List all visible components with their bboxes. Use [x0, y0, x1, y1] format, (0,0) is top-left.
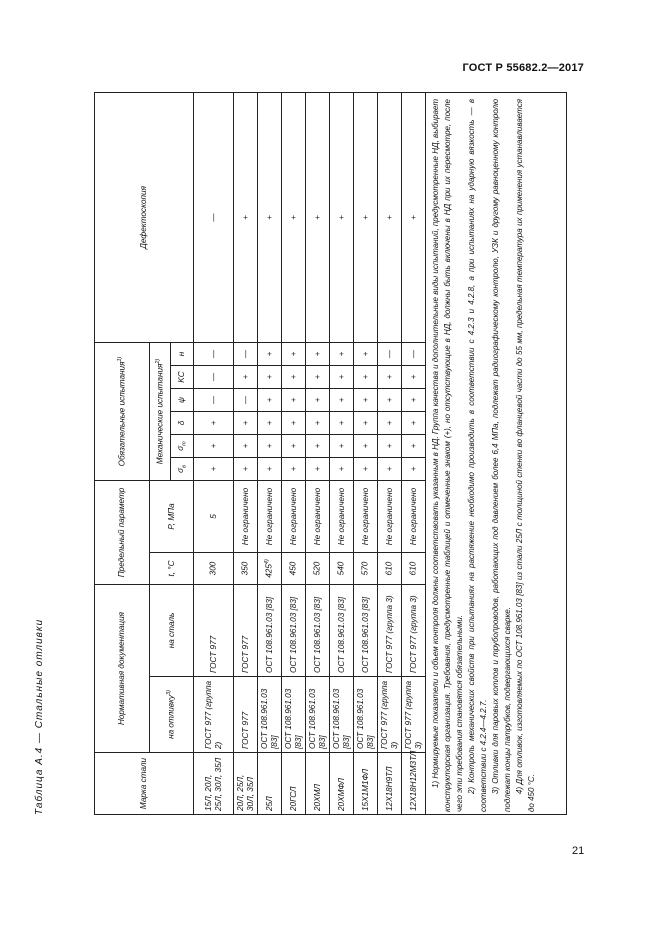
cell-temp-value: 350 — [241, 561, 251, 576]
cell-pressure: Не ограничено — [354, 481, 378, 553]
header-pressure: P, МПа — [150, 481, 194, 553]
cell-pressure: Не ограничено — [402, 481, 426, 553]
cell-grade: 20Л, 25Л, 30Л, 35Л — [234, 753, 258, 815]
cell-pressure: Не ограничено — [282, 481, 306, 553]
cell-sigma-v: + — [306, 458, 330, 481]
header-limit: Предельный параметр — [95, 481, 150, 585]
footnotes-cell — [426, 93, 567, 815]
document-id: ГОСТ Р 55682.2—2017 — [462, 62, 584, 74]
cell-steel: ГОСТ 977 — [234, 585, 258, 677]
cell-hardness: — — [402, 342, 426, 365]
cell-ks: + — [234, 366, 258, 389]
cell-pressure: Не ограничено — [378, 481, 402, 553]
cell-temp-value: 610 — [409, 561, 419, 576]
cell-temp — [194, 553, 234, 585]
cell-hardness: + — [282, 342, 306, 365]
sigma-t-sub: т — [181, 441, 188, 446]
cell-defect: + — [282, 93, 306, 343]
header-mandatory — [95, 342, 150, 480]
cell-psi: + — [258, 389, 282, 412]
cell-grade: 20ГСЛ — [282, 753, 306, 815]
cell-ks: + — [354, 366, 378, 389]
header-grade: Марка стали — [95, 753, 194, 815]
cell-psi: + — [282, 389, 306, 412]
cell-casting: ОСТ 108.961.03 [83] — [282, 677, 306, 753]
cell-delta: + — [354, 412, 378, 435]
header-normative: Нормативная документация — [95, 585, 150, 753]
cell-psi: + — [330, 389, 354, 412]
cell-psi: — — [234, 389, 258, 412]
cell-sigma-t: + — [194, 435, 234, 458]
cell-temp — [258, 553, 282, 585]
cell-sigma-v: + — [282, 458, 306, 481]
footnote-2: 2) Контроль механических свойств при испытаниях на растяжение необходимо производить в соответствии с 4.2.3 и 4.2.8, а при испытаниях на ударную вязкость — в соответствии с 4.2.4—4.2.7. — [467, 99, 488, 812]
header-temp: t, °C — [150, 553, 194, 585]
cell-ks: + — [378, 366, 402, 389]
cell-psi: + — [402, 389, 426, 412]
cell-steel: ОСТ 108.961.03 [83] — [330, 585, 354, 677]
cell-ks: — — [194, 366, 234, 389]
header-sigma-t — [171, 435, 194, 458]
cell-casting: ОСТ 108.961.03 [83] — [306, 677, 330, 753]
cell-grade: 12Х18Н9ТЛ — [378, 753, 402, 815]
cell-temp-value: 520 — [313, 561, 323, 576]
cell-psi: — — [194, 389, 234, 412]
header-mandatory-sup: 1) — [116, 356, 123, 362]
cell-steel: ГОСТ 977 (группа 3) — [402, 585, 426, 677]
cell-casting: ОСТ 108.961.03 [83] — [330, 677, 354, 753]
header-steel: на сталь — [150, 585, 194, 677]
cell-hardness: — — [194, 342, 234, 365]
cell-sigma-t: + — [378, 435, 402, 458]
cell-temp-value: 540 — [337, 561, 347, 576]
cell-temp-sup: 4) — [264, 559, 271, 565]
cell-defect: + — [306, 93, 330, 343]
cell-grade: 20ХМЛ — [306, 753, 330, 815]
cell-sigma-v: + — [330, 458, 354, 481]
cell-sigma-t: + — [234, 435, 258, 458]
cell-steel: ОСТ 108.961.03 [83] — [354, 585, 378, 677]
rotated-table-block — [16, 5, 616, 815]
cell-steel: ГОСТ 977 — [194, 585, 234, 677]
cell-pressure: Не ограничено — [306, 481, 330, 553]
cell-temp — [306, 553, 330, 585]
cell-sigma-t: + — [330, 435, 354, 458]
table-row — [330, 93, 354, 815]
header-defect: Дефектоскопия — [95, 93, 194, 343]
table-row — [194, 93, 234, 815]
cell-sigma-t: + — [258, 435, 282, 458]
steel-castings-table — [94, 92, 567, 815]
cell-defect: + — [330, 93, 354, 343]
cell-pressure: Не ограничено — [258, 481, 282, 553]
cell-delta: + — [330, 412, 354, 435]
cell-pressure: 5 — [194, 481, 234, 553]
cell-defect: + — [378, 93, 402, 343]
cell-temp — [282, 553, 306, 585]
cell-defect: + — [258, 93, 282, 343]
cell-delta: + — [194, 412, 234, 435]
cell-steel: ОСТ 108.961.03 [83] — [282, 585, 306, 677]
header-mechanical-label: Механические испытания — [155, 363, 165, 465]
page-number: 21 — [572, 845, 585, 857]
header-hardness: н — [171, 342, 194, 365]
cell-psi: + — [306, 389, 330, 412]
cell-ks: + — [258, 366, 282, 389]
cell-psi: + — [354, 389, 378, 412]
cell-hardness: — — [378, 342, 402, 365]
header-ks: KC — [171, 366, 194, 389]
cell-grade: 25Л — [258, 753, 282, 815]
header-sigma-v — [171, 458, 194, 481]
cell-defect: + — [354, 93, 378, 343]
table-row — [378, 93, 402, 815]
header-mandatory-label: Обязательные испытания — [117, 361, 127, 467]
table-row — [402, 93, 426, 815]
sigma-t-symbol: σ — [176, 445, 186, 451]
cell-ks: + — [330, 366, 354, 389]
cell-sigma-v: + — [194, 458, 234, 481]
cell-hardness: + — [330, 342, 354, 365]
cell-delta: + — [378, 412, 402, 435]
cell-grade: 15Х1М1ФЛ — [354, 753, 378, 815]
cell-sigma-t: + — [306, 435, 330, 458]
cell-defect: — — [194, 93, 234, 343]
cell-temp — [378, 553, 402, 585]
cell-steel: ОСТ 108.961.03 [83] — [258, 585, 282, 677]
table-caption: Таблица А.4 — Стальные отливки — [34, 618, 45, 815]
table-row — [306, 93, 330, 815]
cell-sigma-t: + — [282, 435, 306, 458]
cell-casting: ГОСТ 977 (группа 2) — [194, 677, 234, 753]
footnotes-row — [426, 93, 567, 815]
cell-sigma-t: + — [354, 435, 378, 458]
cell-sigma-v: + — [402, 458, 426, 481]
table-row — [282, 93, 306, 815]
footnote-3: 3) Отливки для паровых котлов и трубопроводов, работающих под давлением более 6,4 МПа, подлежат радиографическому контролю, УЗК и другому равноценному контролю подлежат концы патрубков, подвергающихся сварке. — [491, 99, 512, 812]
cell-pressure: Не ограничено — [330, 481, 354, 553]
header-mechanical — [150, 342, 171, 480]
cell-delta: + — [402, 412, 426, 435]
table-row — [258, 93, 282, 815]
cell-hardness: + — [306, 342, 330, 365]
cell-casting: ГОСТ 977 — [234, 677, 258, 753]
header-mechanical-sup: 2) — [154, 358, 161, 364]
cell-ks: + — [282, 366, 306, 389]
cell-temp-value: 450 — [289, 561, 299, 576]
cell-defect: + — [234, 93, 258, 343]
header-casting — [150, 677, 194, 753]
sigma-v-sub: в — [181, 465, 188, 468]
table-row — [234, 93, 258, 815]
cell-casting: ОСТ 108.961.03 [83] — [354, 677, 378, 753]
cell-casting: ГОСТ 977 (группа 3) — [402, 677, 426, 753]
footnote-1: 1) Нормируемые показатели и объем контроля должны соответствовать указанным в НД. Группа качества и дополнительные виды испытаний, предусмотренные НД, выбирает конструкторская организация. Требования, предусмотренные таблицей и отмеченные знаком (+), но отсутствующие в НД, должны быть включены в НД при их пересмотре, после чего эти требования становятся обязательными. — [431, 99, 464, 812]
cell-ks: + — [402, 366, 426, 389]
cell-defect: + — [402, 93, 426, 343]
cell-temp — [234, 553, 258, 585]
cell-sigma-v: + — [354, 458, 378, 481]
cell-temp — [402, 553, 426, 585]
cell-delta: + — [258, 412, 282, 435]
cell-pressure: Не ограничено — [234, 481, 258, 553]
cell-steel: ГОСТ 977 (группа 3) — [378, 585, 402, 677]
cell-sigma-v: + — [378, 458, 402, 481]
cell-temp — [330, 553, 354, 585]
cell-grade: 12Х18Н12М3ТЛ — [402, 753, 426, 815]
cell-hardness: + — [354, 342, 378, 365]
cell-sigma-v: + — [234, 458, 258, 481]
header-psi: ψ — [171, 389, 194, 412]
cell-grade: 15Л, 20Л, 25Л, 30Л, 35Л — [194, 753, 234, 815]
cell-temp-value: 570 — [361, 561, 371, 576]
footnote-4: 4) Для отливок, изготовляемых по ОСТ 108.961.03 [83] из стали 25Л с толщиной стенки во фланцевой части до 55 мм, предельная температура их применения устанавливается до 450 °C. — [515, 99, 536, 812]
cell-temp — [354, 553, 378, 585]
cell-hardness: — — [234, 342, 258, 365]
cell-psi: + — [378, 389, 402, 412]
cell-ks: + — [306, 366, 330, 389]
cell-hardness: + — [258, 342, 282, 365]
cell-casting: ГОСТ 977 (группа 3) — [378, 677, 402, 753]
cell-grade: 20ХМФЛ — [330, 753, 354, 815]
header-delta: δ — [171, 412, 194, 435]
header-casting-label: на отливку — [167, 694, 177, 739]
cell-sigma-v: + — [258, 458, 282, 481]
cell-sigma-t: + — [402, 435, 426, 458]
cell-steel: ОСТ 108.961.03 [83] — [306, 585, 330, 677]
cell-delta: + — [282, 412, 306, 435]
cell-delta: + — [306, 412, 330, 435]
cell-delta: + — [234, 412, 258, 435]
sigma-v-symbol: σ — [176, 467, 186, 473]
cell-temp-value: 610 — [385, 561, 395, 576]
cell-temp-value: 425 — [265, 564, 275, 578]
header-casting-sup: 3) — [166, 690, 173, 695]
cell-casting: ОСТ 108.961.03 [83] — [258, 677, 282, 753]
table-row — [354, 93, 378, 815]
cell-temp-value: 300 — [209, 561, 219, 576]
